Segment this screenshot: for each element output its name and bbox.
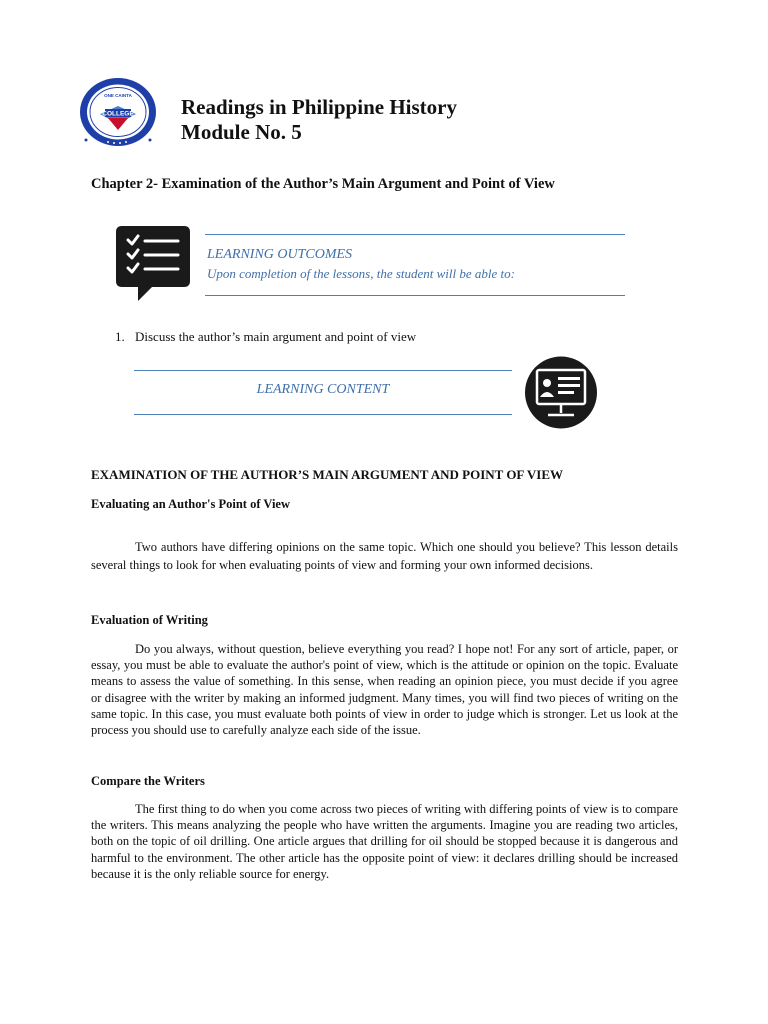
content-bottom-rule [134, 414, 512, 415]
content-top-rule [134, 370, 512, 371]
college-seal-logo [78, 76, 158, 148]
outcomes-bottom-rule [205, 295, 625, 296]
outcomes-top-rule [205, 234, 625, 235]
subsection-heading: Compare the Writers [91, 774, 205, 788]
outcome-item-text: Discuss the author’s main argument and point of view [135, 329, 417, 344]
learning-outcomes-heading: LEARNING OUTCOMES [207, 247, 353, 262]
logo-text-middle: COLLEGE [102, 110, 134, 118]
subsection-heading: Evaluating an Author's Point of View [91, 497, 290, 511]
logo-text-top: ONE CAINTA [104, 93, 132, 98]
presentation-board-icon [524, 355, 598, 430]
chapter-title: Chapter 2- Examination of the Author’s Main Argument and Point of View [91, 176, 555, 192]
outcome-item-number: 1. [115, 329, 125, 344]
learning-content-heading: LEARNING CONTENT [256, 382, 390, 397]
section-heading: EXAMINATION OF THE AUTHOR’S MAIN ARGUMENT AND POINT OF VIEW [91, 467, 564, 482]
module-title: Readings in Philippine History [181, 95, 457, 119]
module-number: Module No. 5 [181, 120, 302, 144]
learning-outcomes-subheading: Upon completion of the lessons, the student will be able to: [207, 266, 515, 281]
subsection-paragraph: Do you always, without question, believe everything you read? I hope not! For any sort of article, paper, or essay, you must be able to evaluate the author's point of view, which is the attitude or opinion on the topic. Evaluate means to assess the value of something. In this sense, when reading an opinion piece, you must decide if you agree or disagree with the writer by making an informed judgment. Many times, you will find two pieces of writing on the same topic. In this case, you must evaluate both points of view in order to judge which is stronger. Let us look at the process you should use to carefully analyze each side of the issue. [91, 642, 678, 738]
subsection-paragraph: The first thing to do when you come across two pieces of writing with differing points of view is to compare the writers. This means analyzing the people who have written the arguments. Imagine you are reading two articles, both on the topic of oil drilling. One article argues that drilling for oil should be stopped because it is dangerous and harmful to the environment. The other article has the opposite point of view: it declares drilling should be increased because it is the only reliable source for energy. [91, 802, 678, 881]
subsection-heading: Evaluation of Writing [91, 613, 208, 627]
checklist-speech-bubble-icon [114, 225, 192, 303]
subsection-paragraph: Two authors have differing opinions on the same topic. Which one should you believe? This lesson details several things to look for when evaluating points of view and forming your own informed decisions. [91, 540, 678, 572]
